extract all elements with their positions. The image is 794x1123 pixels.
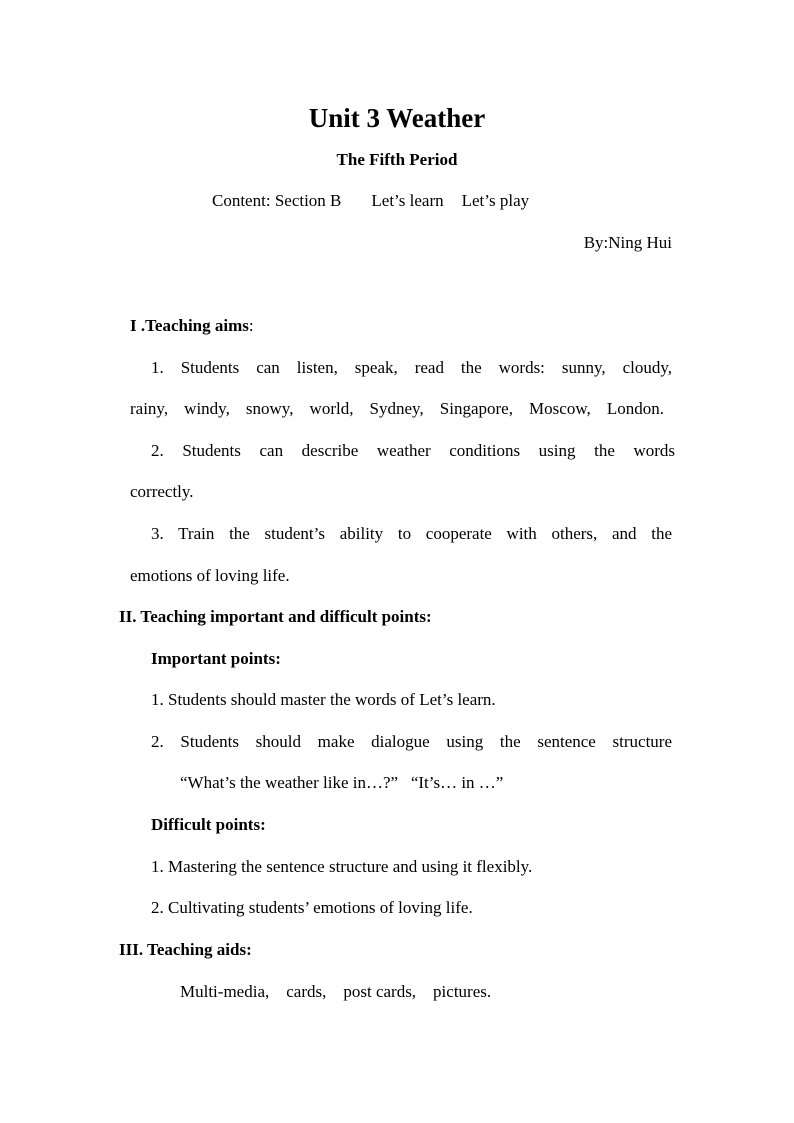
aims-item3-line1: 3. Train the student’s ability to cooperate with others, and the (151, 524, 672, 543)
important-points-heading: Important points: (151, 649, 281, 668)
important-item1: 1. Students should master the words of Let’s learn. (151, 690, 496, 709)
author-line: By:Ning Hui (583, 233, 672, 252)
aims-item2-line1: 2. Students can describe weather conditions using the words (151, 441, 675, 460)
aims-heading-text: I .Teaching aims (130, 316, 249, 335)
document-title: Unit 3 Weather (308, 103, 486, 133)
aids-heading: III. Teaching aids: (119, 940, 252, 959)
important-item2-line1: 2. Students should make dialogue using the sentence structure (151, 732, 672, 751)
aids-list: Multi-media, cards, post cards, pictures. (180, 982, 492, 1001)
difficult-points-heading: Difficult points: (151, 815, 266, 834)
aims-item1-line1: 1. Students can listen, speak, read the words: sunny, cloudy, (151, 358, 672, 377)
period-subtitle: The Fifth Period (336, 150, 458, 169)
content-label: Content: (212, 191, 271, 210)
content-line (212, 191, 529, 211)
content-play: Let’s play (461, 191, 530, 210)
aims-item2-line2: correctly. (130, 482, 194, 501)
difficult-item2: 2. Cultivating students’ emotions of loving life. (151, 898, 473, 917)
important-item2-line2: “What’s the weather like in…?” “It’s… in …” (180, 773, 504, 792)
aims-heading (130, 316, 254, 336)
aims-item1-line2: rainy, windy, snowy, world, Sydney, Singapore, Moscow, London. (130, 399, 664, 418)
points-heading: II. Teaching important and difficult points: (119, 607, 432, 626)
content-section: Section B (274, 191, 342, 210)
aims-heading-colon: : (248, 316, 254, 335)
aims-item3-line2: emotions of loving life. (130, 566, 290, 585)
difficult-item1: 1. Mastering the sentence structure and using it flexibly. (151, 857, 533, 876)
content-learn: Let’s learn (371, 191, 444, 210)
